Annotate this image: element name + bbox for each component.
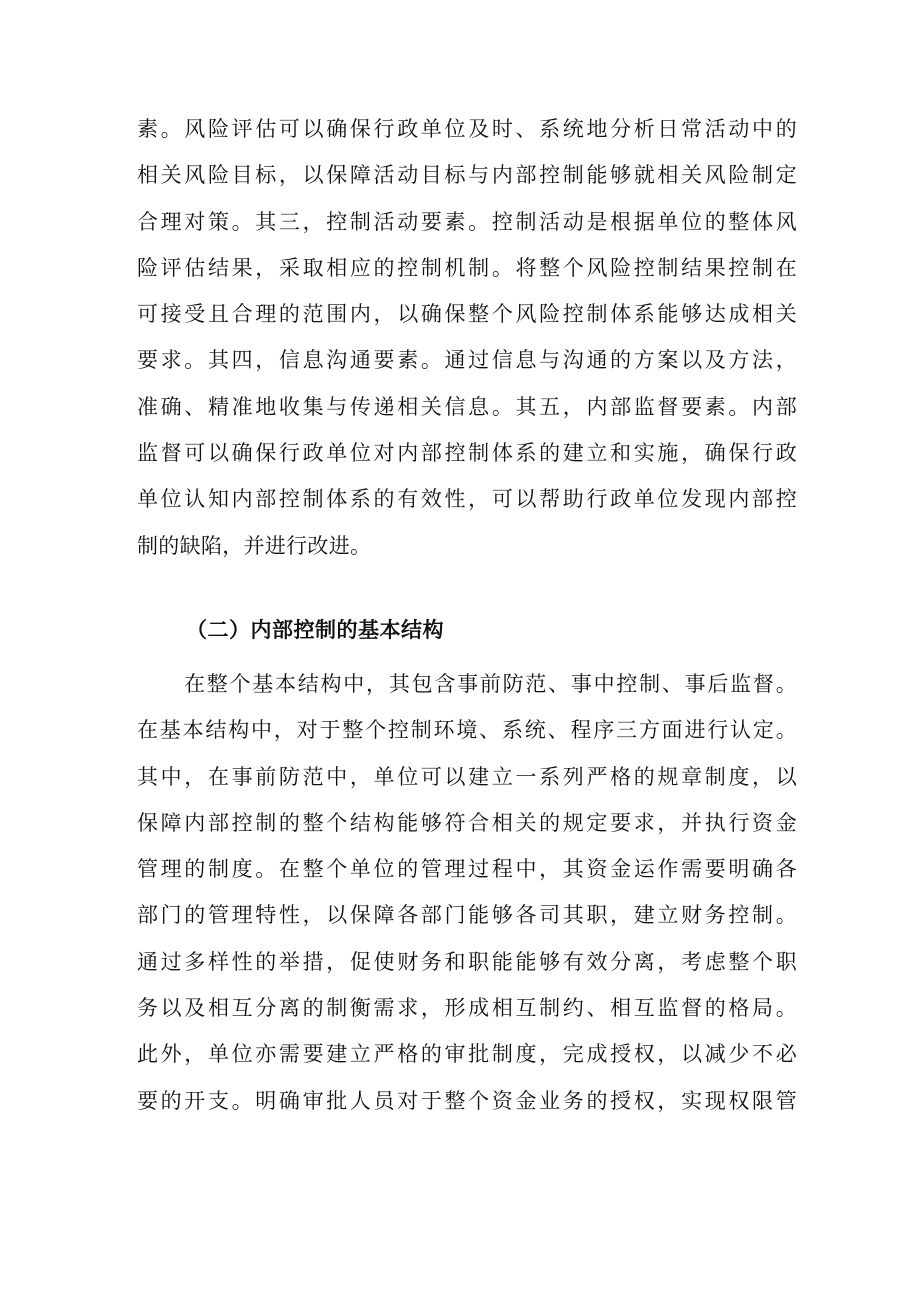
paragraph-basic-structure (137, 661, 797, 1124)
text-line: 务以及相互分离的制衡需求，形成相互制约、相互监督的格局。 (137, 996, 797, 1021)
text-line: 在整个基本结构中，其包含事前防范、事中控制、事后监督。 (184, 672, 797, 696)
text-line: 此外，单位亦需要建立严格的审批制度，完成授权，以减少不必 (137, 1042, 797, 1067)
text-line: 其中，在事前防范中，单位可以建立一系列严格的规章制度，以 (137, 764, 797, 789)
text-line: 要求。其四，信息沟通要素。通过信息与沟通的方案以及方法， (137, 348, 797, 373)
text-line: 在基本结构中，对于整个控制环境、系统、程序三方面进行认定。 (137, 718, 797, 743)
text-line: 相关风险目标，以保障活动目标与内部控制能够就相关风险制定 (137, 163, 797, 188)
section-heading: （二）内部控制的基本结构 (186, 617, 444, 642)
text-line: 通过多样性的举措，促使财务和职能能够有效分离，考虑整个职 (137, 949, 797, 974)
text-line: 监督可以确保行政单位对内部控制体系的建立和实施，确保行政 (137, 441, 797, 466)
text-line: 准确、精准地收集与传递相关信息。其五，内部监督要素。内部 (137, 394, 797, 419)
text-line: 管理的制度。在整个单位的管理过程中，其资金运作需要明确各 (137, 857, 797, 882)
text-line: 单位认知内部控制体系的有效性，可以帮助行政单位发现内部控 (137, 487, 797, 512)
paragraph-risk-elements (137, 106, 797, 569)
text-line: 可接受且合理的范围内，以确保整个风险控制体系能够达成相关 (137, 302, 797, 327)
text-line: 部门的管理特性，以保障各部门能够各司其职，建立财务控制。 (137, 903, 797, 928)
text-line: 合理对策。其三，控制活动要素。控制活动是根据单位的整体风 (137, 209, 797, 234)
text-line: 素。风险评估可以确保行政单位及时、系统地分析日常活动中的 (137, 117, 797, 141)
text-line: 制的缺陷，并进行改进。 (137, 533, 372, 558)
text-line: 险评估结果，采取相应的控制机制。将整个风险控制结果控制在 (137, 255, 797, 280)
text-line: 保障内部控制的整个结构能够符合相关的规定要求，并执行资金 (137, 810, 797, 835)
text-line: 要的开支。明确审批人员对于整个资金业务的授权，实现权限管 (137, 1088, 797, 1113)
